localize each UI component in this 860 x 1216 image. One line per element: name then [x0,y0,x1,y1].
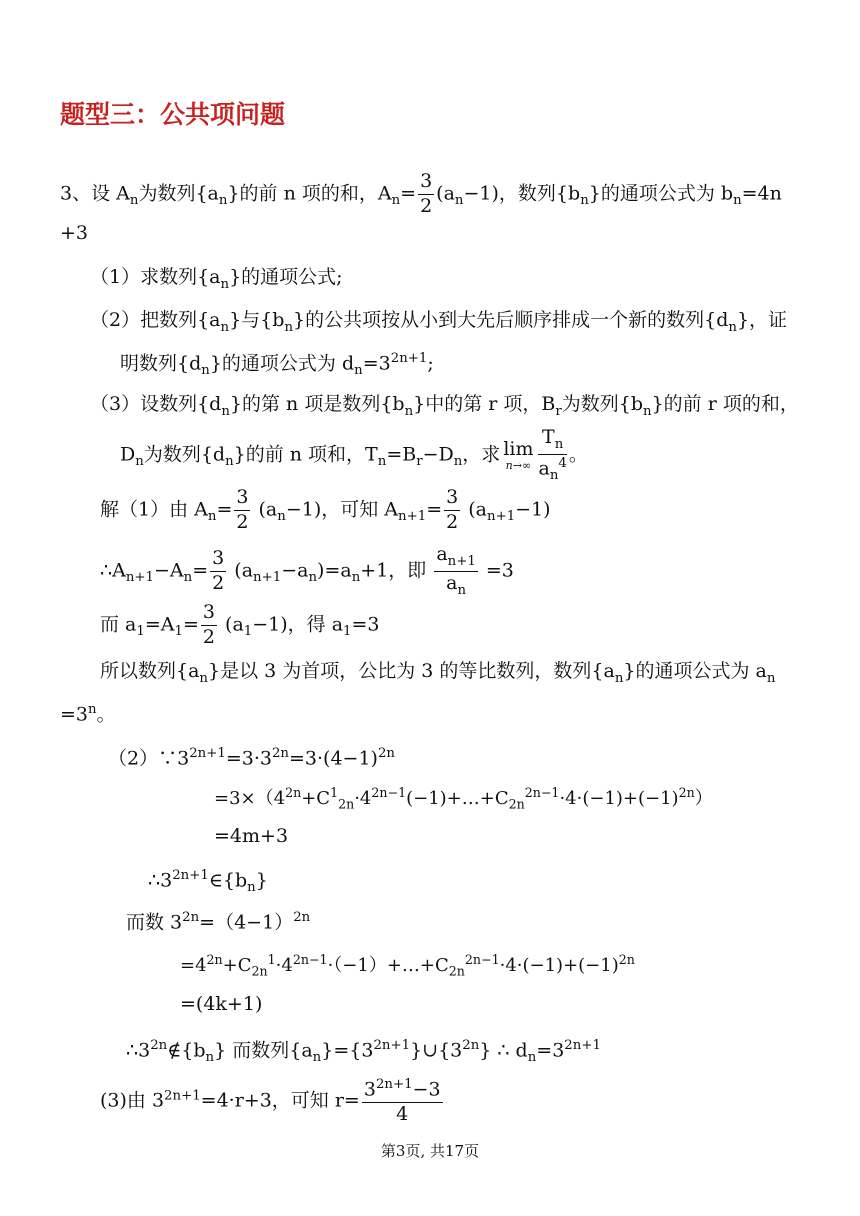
limit-symbol: lim n→∞ [503,437,534,472]
solution-1-line-5: $=3^n$。 [60,702,116,726]
solution-1-line-3: 而 $a_1=A_1=$ $\frac{3}{2}$ $(a_1-1)$，得 $a_1=3$ [100,601,380,648]
solution-2-line-5: 而数 $3^{2n}=(4-1)^{2n}$ [126,910,311,934]
question-3-line-2: $D_n$为数列$\{d_n\}$的前 n 项和，$T_n=B_r-D_n$，求 lim n→∞ $\frac{T_n}{a_n^4}$ 。 [120,426,588,483]
problem-line-1: 3、设 $A_n$为数列$\{a_n\}$的前 n 项的和，$A_n=$ $\frac{3}{2}$ $(a_n-1)$，数列$\{b_n\}$的通项公式为 $b_n=4n$ [60,170,782,217]
section-heading: 题型三：公共项问题 [60,100,286,129]
question-2-line-1: （2）把数列$\{a_n\}$与$\{b_n\}$的公共项按从小到大先后顺序排成一个新的数列$\{d_n\}$，证 [90,309,788,335]
solution-2-line-7: =(4k+1) [180,993,263,1015]
solution-2-line-6: $=4^{2n}+C_{2n}^1\cdot 4^{2n-1}\cdot(-1)+\dots+C_{2n}^{2n-1}\cdot 4\cdot(-1)+(-1)^{2n}$ [180,952,635,979]
question-3-line-1: （3）设数列$\{d_n\}$的第 n 项是数列$\{b_n\}$中的第 r 项，$B_r$为数列$\{b_n\}$的前 r 项的和， [90,393,799,419]
solution-2-line-3: =4m+3 [214,825,289,847]
page-footer: 第3页, 共17页 [380,1142,480,1160]
solution-2-line-4: $\therefore 3^{2n+1}\in\{b_n\}$ [148,868,268,896]
solution-3-line-1: (3)由 $3^{2n+1}=4\cdot r+3$，可知 r= $\frac{3^{2n+1}-3}{4}$ [100,1077,441,1126]
solution-2-line-1: $(2)\because 3^{2n+1}=3\cdot 3^{2n}=3\cdot(4-1)^{2n}$ [108,746,395,770]
fraction-r: $\frac{3^{2n+1}-3}{4}$ [363,1077,441,1126]
question-1: （1）求数列$\{a_n\}$的通项公式; [90,266,343,292]
solution-1-line-1: 解（1）由 $A_n=$ $\frac{3}{2}$ $(a_n-1)$，可知 $A_{n+1}=$ $\frac{3}{2}$ $(a_{n+1}-1)$ [100,486,551,533]
solution-1-line-4: 所以数列$\{a_n\}$是以 3 为首项，公比为 3 的等比数列，数列$\{a_n\}$的通项公式为 $a_n$ [100,660,776,686]
solution-2-line-8: $\therefore 3^{2n}\notin\{b_n\}$ 而数列$\{a_n\}=\{3^{2n+1}\}\cup\{3^{2n}\}$ ∴ $d_n=3^{2n+1}$ [126,1038,601,1066]
question-2-line-2: 明数列$\{d_n\}$的通项公式为 $d_n=3^{2n+1}$; [120,351,434,379]
fraction-tn-an4: $\frac{T_n}{a_n^4}$ [538,426,567,483]
problem-line-2: +3 [60,222,89,244]
solution-1-line-2: $\therefore A_{n+1}-A_n=$ $\frac{3}{2}$ $(a_{n+1}-a_n)=a_n+1$，即 $\frac{a_{n+1}}{a_n}$ =3 [100,543,514,598]
fraction-3-2: $\frac{3}{2}$ [420,170,433,217]
solution-2-line-2: $=3\times(4^{2n}+C^1_{2n}\cdot 4^{2n-1}(-1)+\dots+C_{2n}^{2n-1}\cdot 4\cdot(-1)+(-1)^{2n})$ [214,785,713,812]
